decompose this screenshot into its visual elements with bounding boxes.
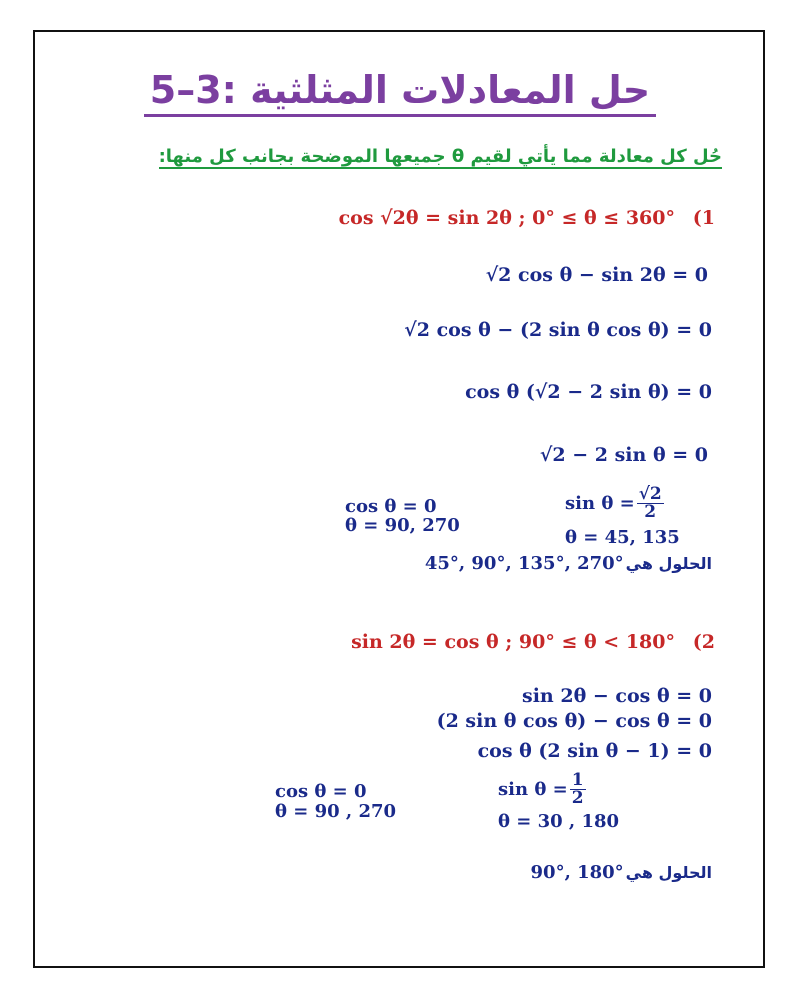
solutions-values: 45°, 90°, 135°, 270° [424, 553, 624, 574]
problem1-case-a-line1: cos θ = 0 [345, 496, 437, 517]
problem2-case-b-lhs: sin θ = [498, 779, 568, 800]
fraction-numerator: √2 [638, 484, 662, 504]
page-title: 5–3: حل المعادلات المثلثية [0, 68, 800, 112]
problem1-step-3: cos θ (√2 − 2 sin θ) = 0 [465, 381, 712, 403]
problem1-case-b-lhs: sin θ = [565, 493, 635, 514]
problem2-case-b-fraction [570, 772, 586, 807]
problem1-solutions [425, 553, 712, 574]
problem1-case-b-line2: θ = 45, 135 [565, 527, 680, 548]
solutions-values: 90°, 180° [530, 862, 624, 883]
fraction-denominator: 2 [644, 502, 657, 522]
problem2-step-2: (2 sin θ cos θ) − cos θ = 0 [436, 710, 712, 732]
problem2-statement: sin 2θ = cos θ ; 90° ≤ θ < 180° [351, 631, 675, 653]
problem1-case-a-line2: θ = 90, 270 [345, 515, 460, 536]
problem2-case-a-line2: θ = 90 , 270 [275, 801, 397, 822]
problem2-case-a-line1: cos θ = 0 [275, 781, 367, 802]
problem1-step-2: √2 cos θ − (2 sin θ cos θ) = 0 [404, 319, 712, 341]
instruction-text: حُل كل معادلة مما يأتي لقيم θ جميعها الموضحة بجانب كل منها: [158, 146, 722, 167]
problem2-step-1: sin 2θ − cos θ = 0 [522, 685, 712, 707]
fraction-denominator: 2 [571, 788, 584, 808]
problem2-step-3: cos θ (2 sin θ − 1) = 0 [477, 740, 712, 762]
problem2-number: (2 [692, 631, 715, 653]
problem2-case-b-line2: θ = 30 , 180 [498, 811, 620, 832]
problem1-step-1: √2 cos θ − sin 2θ = 0 [485, 264, 708, 286]
solutions-label: الحلول هي [625, 554, 712, 573]
fraction-numerator: 1 [571, 770, 584, 790]
problem1-case-b-fraction [637, 486, 664, 521]
problem2-solutions [531, 862, 712, 883]
problem1-case-b-line1 [565, 486, 664, 521]
problem1-step-4: √2 − 2 sin θ = 0 [539, 444, 708, 466]
solutions-label: الحلول هي [625, 863, 712, 882]
problem1-number: (1 [692, 207, 715, 229]
problem2-case-b-line1 [498, 772, 586, 807]
problem1-statement: cos √2θ = sin 2θ ; 0° ≤ θ ≤ 360° [338, 207, 675, 229]
